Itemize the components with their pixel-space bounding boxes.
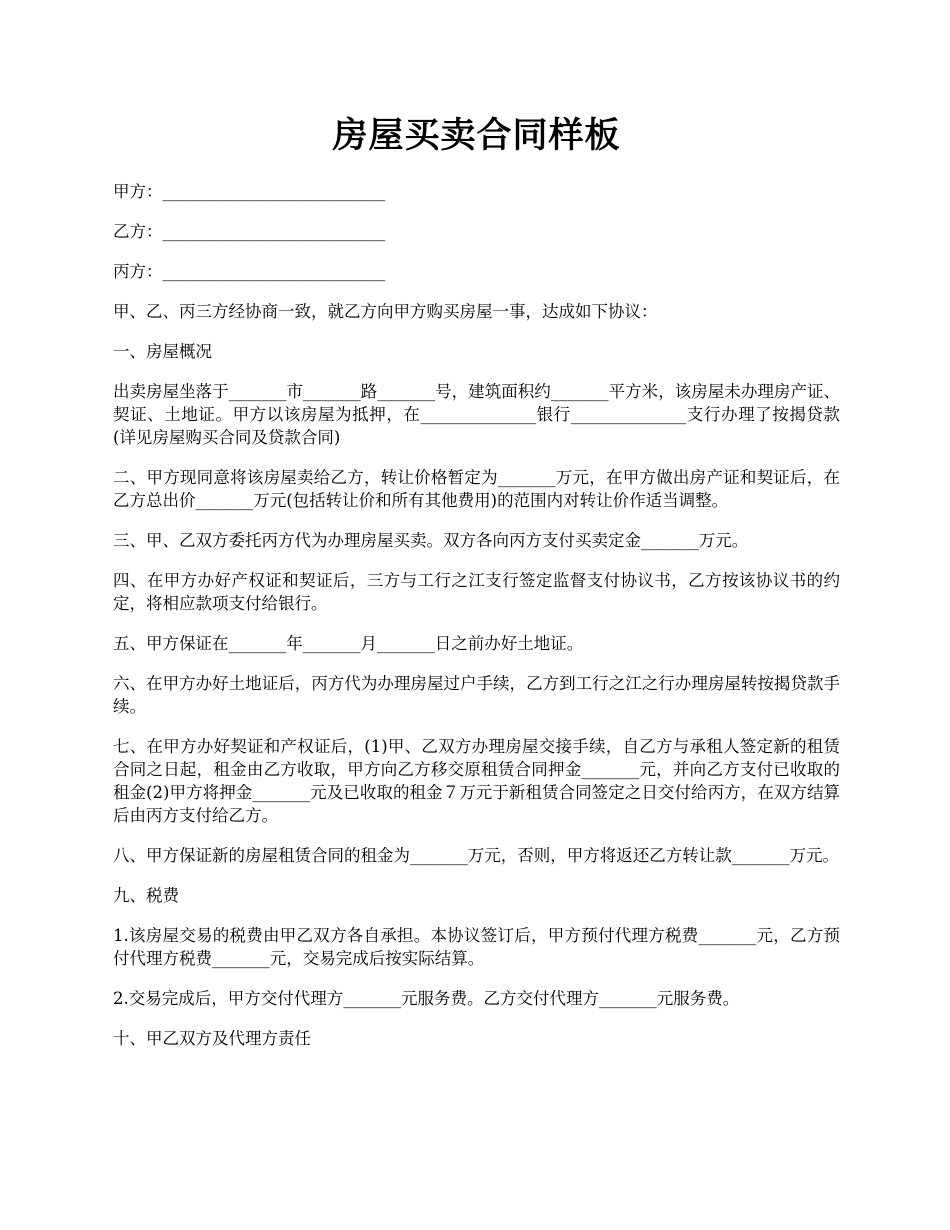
agreement-intro: 甲、乙、丙三方经协商一致，就乙方向甲方购买房屋一事，达成如下协议： (113, 302, 658, 321)
clause-8-rent-guarantee: 八、甲方保证新的房屋租赁合同的租金为_______万元，否则，甲方将返还乙方转让款_______万元。 (113, 846, 839, 865)
tax-item-1: 1.该房屋交易的税费由甲乙双方各自承担。本协议签订后，甲方预付代理方税费_______元，乙方预付代理方税费_______元，交易完成后按实际结算。 (113, 926, 840, 968)
section-heading-property-overview: 一、房屋概况 (113, 342, 212, 361)
party-b-line: 乙方：___________________________ (113, 222, 386, 241)
section-heading-taxes: 九、税费 (113, 886, 179, 905)
party-a-line: 甲方：___________________________ (113, 182, 386, 201)
clause-6-transfer-procedures: 六、在甲方办好土地证后，丙方代为办理房屋过户手续，乙方到工行之江之行办理房屋转按揭贷款手续。 (113, 674, 840, 716)
document-body (113, 180, 840, 1067)
section-heading-responsibilities: 十、甲乙双方及代理方责任 (113, 1029, 311, 1048)
tax-item-2: 2.交易完成后，甲方交付代理方_______元服务费。乙方交付代理方_______元服务费。 (113, 989, 740, 1008)
clause-7-handover-rent: 七、在甲方办好契证和产权证后，(1)甲、乙双方办理房屋交接手续，自乙方与承租人签定新的租赁合同之日起，租金由乙方收取，甲方向乙方移交原租赁合同押金_______元，并向乙方支付已收取的租金(2)甲方将押金_______元及已收取的租金７万元于新租赁合同签定之日交付给丙方，在双方结算后由丙方支付给乙方。 (113, 737, 840, 825)
clause-2-transfer-price: 二、甲方现同意将该房屋卖给乙方，转让价格暂定为_______万元，在甲方做出房产证和契证后，在乙方总出价_______万元(包括转让价和所有其他费用)的范围内对转让价作适当调整。 (113, 468, 840, 510)
clause-3-deposit: 三、甲、乙双方委托丙方代为办理房屋买卖。双方各向丙方支付买卖定金_______万元。 (113, 531, 749, 550)
party-c-line: 丙方：___________________________ (113, 262, 386, 281)
property-location-paragraph: 出卖房屋坐落于_______市_______路_______号，建筑面积约_______平方米，该房屋未办理房产证、契证、土地证。甲方以该房屋为抵押，在______________银行______________支行办理了按揭贷款(详见房屋购买合同及贷款合同) (113, 382, 840, 447)
clause-5-land-certificate: 五、甲方保证在_______年_______月_______日之前办好土地证。 (113, 634, 584, 653)
document-title: 房屋买卖合同样板 (332, 115, 621, 156)
clause-4-payment-supervision: 四、在甲方办好产权证和契证后，三方与工行之江支行签定监督支付协议书，乙方按该协议书的约定，将相应款项支付给银行。 (113, 571, 840, 613)
